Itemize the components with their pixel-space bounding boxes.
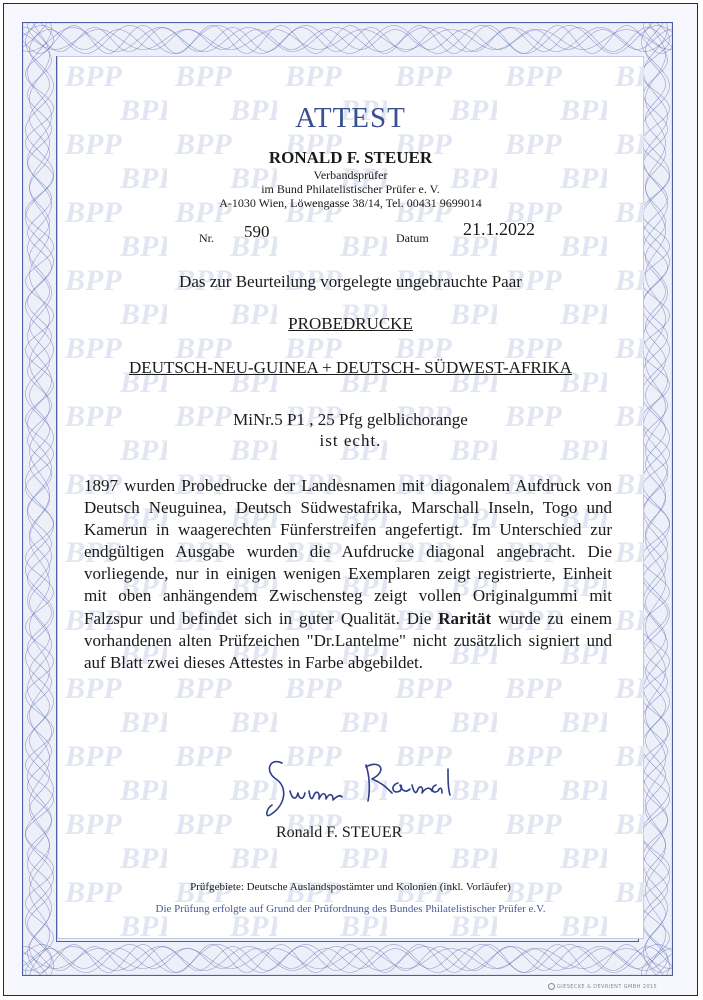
signer-name: Ronald F. STEUER [276,824,403,841]
certificate-number: 590 [244,222,270,241]
subject-countries: DEUTSCH-NEU-GUINEA + DEUTSCH- SÜDWEST-AFRIKA [129,358,572,377]
expert-address: A-1030 Wien, Löwengasse 38/14, Tel. 00431 9699014 [219,196,482,210]
stamp-designation: MiNr.5 P1 , 25 Pfg gelblichorange [233,410,468,429]
certificate-content [57,56,644,939]
handwritten-signature [262,749,462,821]
date-label: Datum [396,231,429,245]
expert-role: Verbandsprüfer [313,168,388,182]
number-label: Nr. [199,231,214,245]
printer-logo-icon [548,983,555,990]
legal-basis: Die Prüfung erfolgte auf Grund der Prüfordnung des Bundes Philatelistischer Prüfer e.V. [155,903,546,915]
certificate-title: ATTEST [295,102,406,134]
expert-name: RONALD F. STEUER [268,148,433,167]
subject-category: PROBEDRUCKE [288,314,413,333]
description-paragraph [84,475,612,674]
subject-intro: Das zur Beurteilung vorgelegte ungebrauchte Paar [179,272,522,291]
description-emphasis: Rarität [438,608,492,628]
description-text-1: 1897 wurden Probedrucke der Landesnamen mit diagonalem Aufdruck von Deutsch Neuguinea, Deutsch Südwestafrika, Marschall Inseln, Togo und Kamerun in waagerechten Fünferstreifen angefertigt. Im Unterschied zur endgültigen Ausgabe wurden die Aufdrucke diagonal angebracht. Die vorliegende, nur in einigen wenigen Exemplaren zeigt registrierte, Einheit mit oben anhängendem Zwischensteg zeigt vollen Originalgummi mit Falzspur und befindet sich in guter Qualität. Die [84,476,612,628]
printer-imprint-text: GIESECKE & DEVRIENT GMBH 2015 [557,984,658,990]
description-text-2: wurde zu einem vorhandenen alten Prüfzeichen "Dr.Lantelme" nicht zusätzlich signiert und auf Blatt zwei dieses Attestes in Farbe abgebildet. [84,608,612,672]
certificate-date: 21.1.2022 [463,219,535,239]
authenticity-verdict: ist echt. [319,431,382,450]
expert-association: im Bund Philatelistischer Prüfer e. V. [261,182,440,196]
expertise-scope: Prüfgebiete: Deutsche Auslandspostämter und Kolonien (inkl. Vorläufer) [190,881,511,893]
printer-imprint [548,983,657,990]
